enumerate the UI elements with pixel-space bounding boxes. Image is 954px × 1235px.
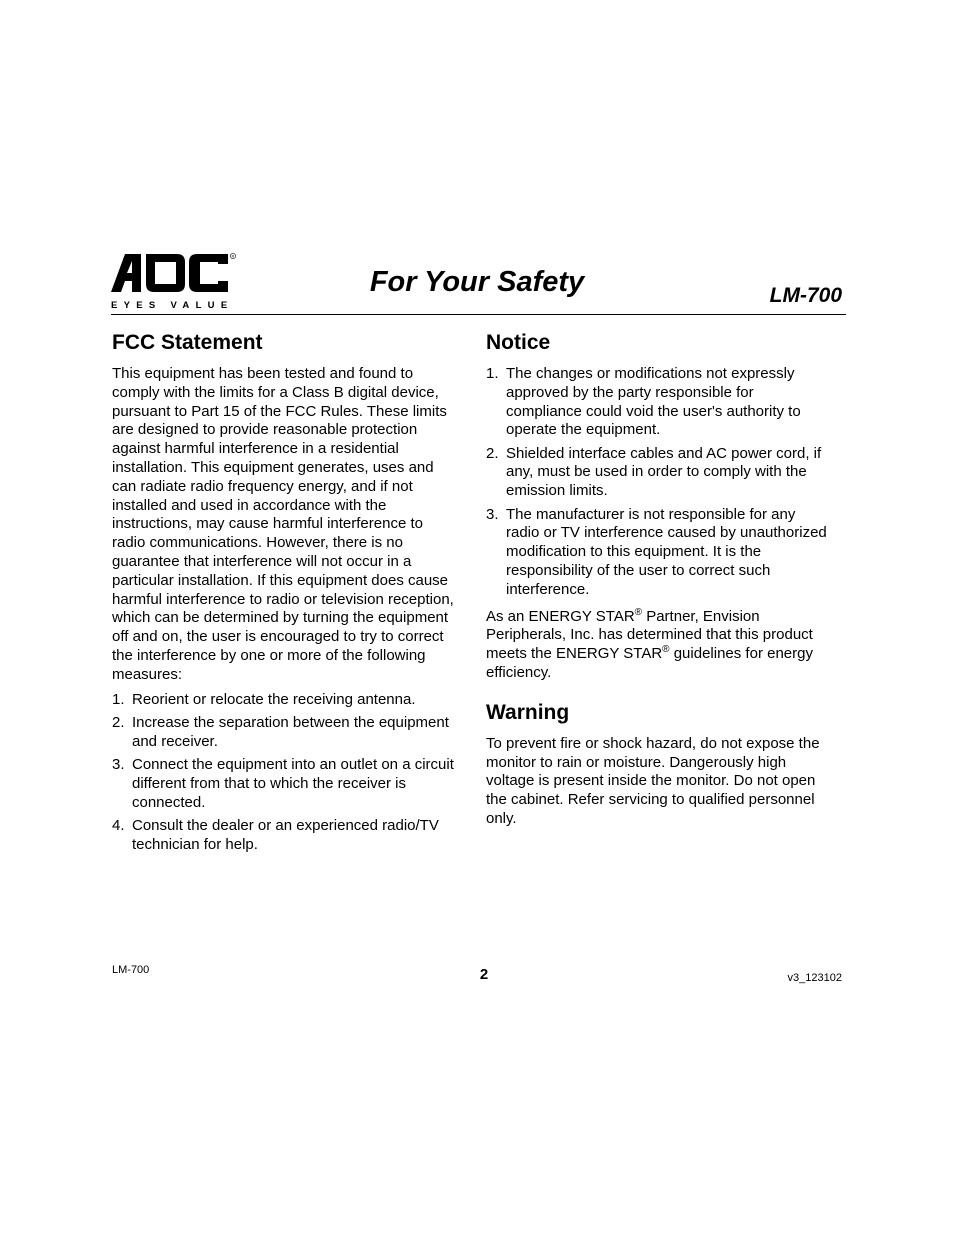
footer-version: v3_123102	[787, 972, 842, 984]
page-number: 2	[479, 966, 489, 983]
list-item: 4. Consult the dealer or an experienced radio/TV technician for help.	[112, 816, 439, 853]
notice-heading: Notice	[486, 331, 551, 354]
fcc-heading: FCC Statement	[112, 331, 263, 354]
right-column	[486, 330, 832, 835]
energy-star-statement: As an ENERGY STAR® Partner, Envision Peripherals, Inc. has determined that this product meets the ENERGY STAR® guidelines for energy efficiency.	[486, 606, 813, 681]
fcc-body: This equipment has been tested and found to comply with the limits for a Class B digital device, pursuant to Part 15 of the FCC Rules. These limits are designed to provide reasonable protection against harmful interference in a residential installation. This equipment generates, uses and can radiate radio frequency energy, and if not installed and used in accordance with the instructions, may cause harmful interference to radio communications. However, there is no guarantee that interference will not occur in a particular installation. If this equipment does cause harmful interference to radio or television reception, which can be determined by turning the equipment off and on, the user is encouraged to try to correct the interference by one or more of the following measures:	[112, 365, 454, 683]
svg-text:R: R	[231, 254, 235, 259]
header-divider	[111, 314, 846, 315]
warning-body: To prevent fire or shock hazard, do not expose the monitor to rain or moisture. Dangerously high voltage is present inside the monitor. Do not open the cabinet. Refer servicing to qualified personnel only.	[486, 734, 820, 827]
list-item: 2. Shielded interface cables and AC power cord, if any, must be used in order to comply with the emission limits.	[486, 444, 822, 500]
list-item: 3. Connect the equipment into an outlet on a circuit different from that to which the receiver is connected.	[112, 755, 454, 811]
logo-tagline: EYES VALUE	[111, 300, 234, 311]
footer-model: LM-700	[112, 964, 150, 976]
notice-list	[486, 365, 832, 600]
list-item: 2. Increase the separation between the equipment and receiver.	[112, 713, 449, 750]
warning-heading: Warning	[486, 700, 570, 724]
list-item: 1. The changes or modifications not expressly approved by the party responsible for compliance could void the user's authority to operate the equipment.	[486, 365, 801, 439]
model-label: LM-700	[769, 284, 842, 307]
list-item: 3. The manufacturer is not responsible for any radio or TV interference caused by unauthorized modification to this equipment. It is the responsibility of the user to correct such interference.	[486, 505, 827, 598]
fcc-measures-list	[112, 691, 458, 855]
page-title: For Your Safety	[369, 266, 585, 298]
registered-mark: ®	[634, 606, 643, 618]
left-column	[112, 330, 458, 859]
list-item: 1. Reorient or relocate the receiving antenna.	[112, 690, 416, 708]
registered-mark: ®	[662, 644, 670, 656]
